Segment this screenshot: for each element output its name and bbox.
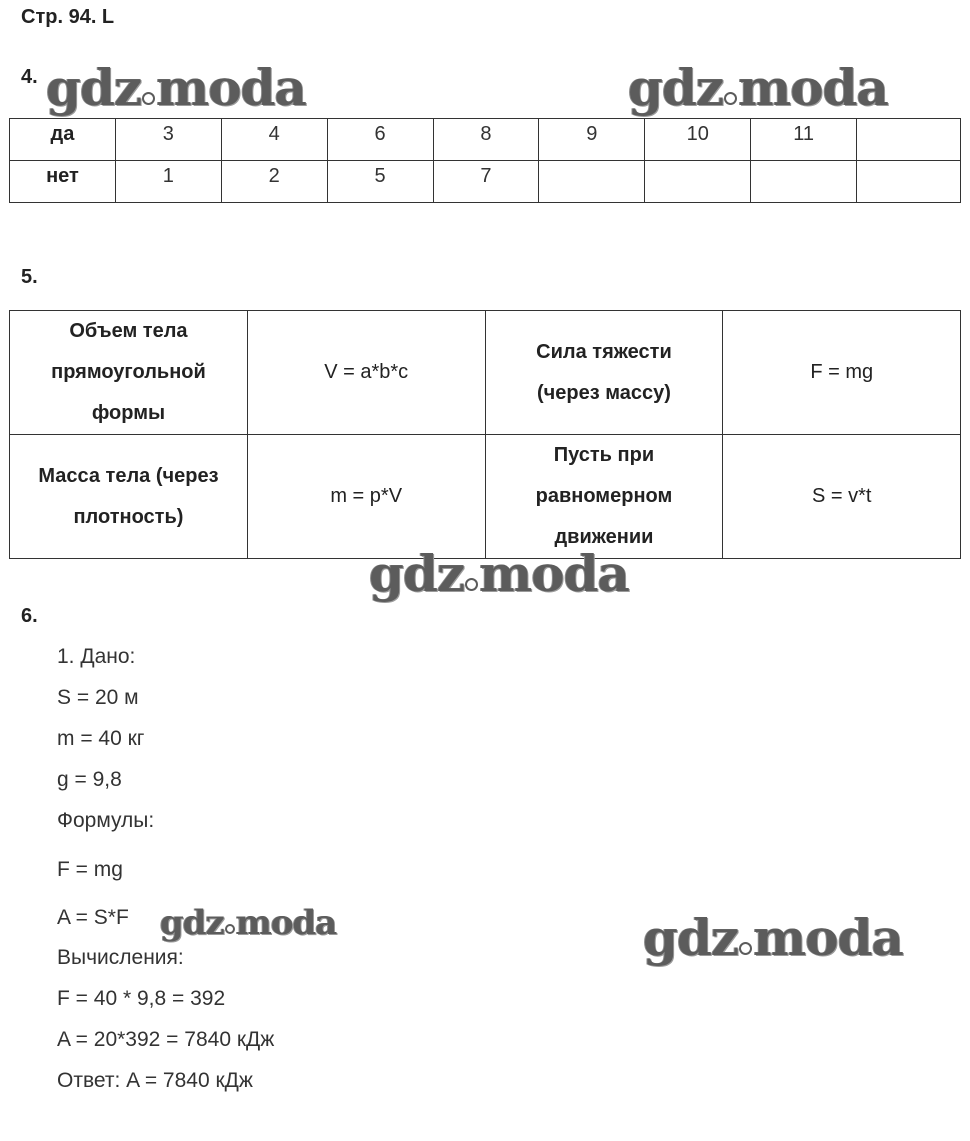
watermark-dot (465, 578, 478, 591)
task-5-row (10, 311, 961, 435)
formula-value: F = mg (723, 311, 961, 435)
solution-line: m = 40 кг (57, 727, 145, 750)
table-cell: 4 (221, 119, 327, 161)
task-5-number: 5. (21, 266, 38, 288)
solution-line: g = 9,8 (57, 768, 122, 791)
formula-label: Пусть при равномерном движении (485, 435, 723, 559)
solution-line: F = 40 * 9,8 = 392 (57, 987, 226, 1010)
table-cell: 3 (115, 119, 221, 161)
task-5-table (9, 310, 961, 559)
watermark-dot (724, 92, 737, 105)
row-label: да (10, 119, 116, 161)
table-cell: 7 (433, 161, 539, 203)
formula-value: m = p*V (247, 435, 485, 559)
watermark-text: gdz (46, 58, 142, 117)
table-cell (751, 161, 857, 203)
formula-value: V = a*b*c (247, 311, 485, 435)
solution-line: S = 20 м (57, 686, 139, 709)
watermark-dot (225, 924, 235, 934)
table-cell: 1 (115, 161, 221, 203)
watermark-text: gdz (628, 58, 724, 117)
table-cell: 2 (221, 161, 327, 203)
formula-value: S = v*t (723, 435, 961, 559)
table-cell (645, 161, 751, 203)
watermark (160, 903, 336, 943)
solution-line: A = S*F (57, 906, 129, 929)
watermark-text: moda (235, 903, 337, 943)
solution-line: F = mg (57, 858, 123, 881)
task-4-table (9, 118, 961, 203)
solution-line: 1. Дано: (57, 645, 136, 668)
table-cell: 6 (327, 119, 433, 161)
watermark-text: moda (156, 58, 306, 117)
formula-label: Объем тела прямоугольной формы (10, 311, 248, 435)
table-cell: 9 (539, 119, 645, 161)
table-cell (539, 161, 645, 203)
page-title: Стр. 94. L (21, 6, 115, 28)
table-cell (857, 119, 961, 161)
watermark (628, 58, 888, 117)
formula-label: Сила тяжести (через массу) (485, 311, 723, 435)
task-4-number: 4. (21, 66, 38, 88)
task-5-row (10, 435, 961, 559)
watermark-text: moda (738, 58, 888, 117)
formula-label: Масса тела (через плотность) (10, 435, 248, 559)
task-4-row-yes (10, 119, 961, 161)
watermark (369, 544, 629, 603)
watermark (643, 908, 903, 967)
solution-line: Ответ: A = 7840 кДж (57, 1069, 253, 1092)
table-cell: 8 (433, 119, 539, 161)
watermark-dot (142, 92, 155, 105)
table-cell: 11 (751, 119, 857, 161)
row-label: нет (10, 161, 116, 203)
watermark-text: moda (753, 908, 903, 967)
solution-line: A = 20*392 = 7840 кДж (57, 1028, 275, 1051)
solution-line: Формулы: (57, 809, 155, 832)
watermark-text: gdz (369, 544, 465, 603)
task-6-number: 6. (21, 605, 38, 627)
watermark (46, 58, 306, 117)
table-cell (857, 161, 961, 203)
watermark-dot (739, 942, 752, 955)
watermark-text: gdz (643, 908, 739, 967)
table-cell: 10 (645, 119, 751, 161)
watermark-text: gdz (160, 903, 224, 943)
task-4-row-no (10, 161, 961, 203)
table-cell: 5 (327, 161, 433, 203)
watermark-text: moda (479, 544, 629, 603)
solution-line: Вычисления: (57, 946, 184, 969)
